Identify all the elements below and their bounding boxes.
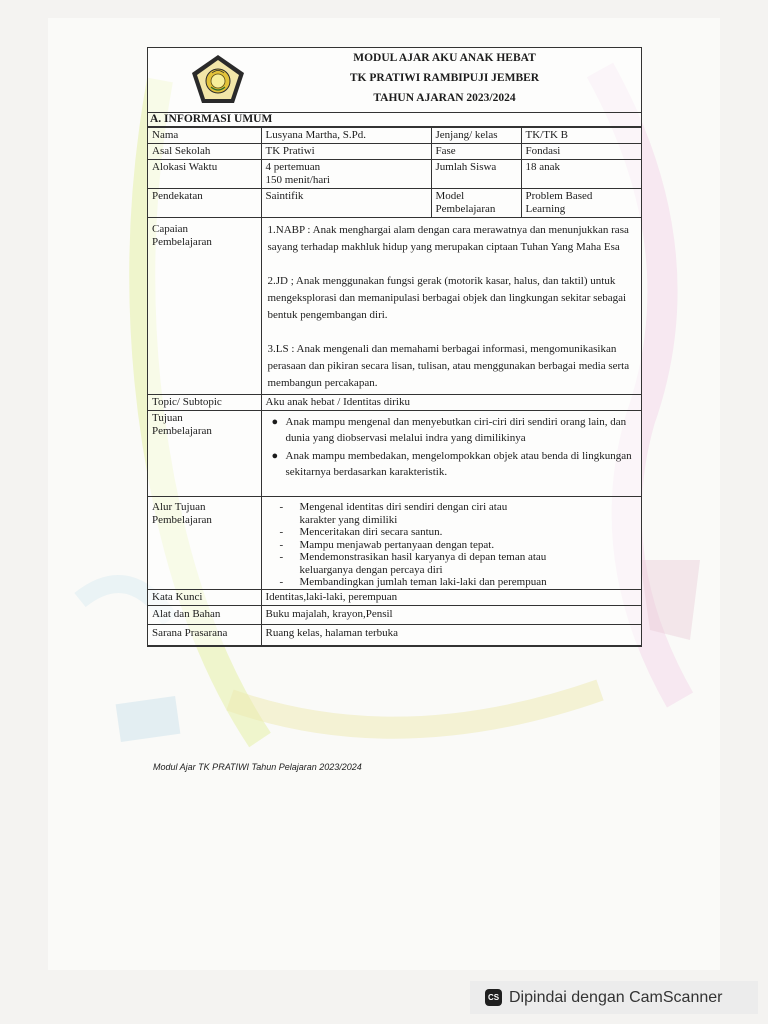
model-line-2: Pembelajaran bbox=[435, 203, 496, 215]
value-asal-sekolah: TK Pratiwi bbox=[261, 144, 431, 160]
list-item: ● Anak mampu membedakan, mengelompokkan objek atau benda di lingkungan sekitarnya berdasarkan karakteristik. bbox=[271, 450, 632, 478]
table-row bbox=[148, 589, 641, 605]
value-alokasi bbox=[261, 160, 431, 189]
header-line-1: MODUL AJAR AKU ANAK HEBAT bbox=[353, 52, 536, 64]
header-line-2: TK PRATIWI RAMBIPUJI JEMBER bbox=[349, 72, 540, 84]
model-value-line-2: Learning bbox=[525, 203, 566, 215]
tujuan-list bbox=[266, 414, 638, 480]
label-fase: Fase bbox=[431, 144, 521, 160]
value-topic: Aku anak hebat / Identitas diriku bbox=[261, 395, 641, 411]
value-jenjang: TK/TK B bbox=[521, 128, 641, 144]
label-nama: Nama bbox=[148, 128, 261, 144]
school-logo-icon bbox=[190, 53, 246, 105]
camscanner-watermark bbox=[470, 981, 758, 1014]
table-row bbox=[148, 128, 641, 144]
header-line-3: TAHUN AJARAN 2023/2024 bbox=[373, 92, 516, 104]
value-kata-kunci: Identitas,laki-laki, perempuan bbox=[261, 589, 641, 605]
value-sarana: Ruang kelas, halaman terbuka bbox=[261, 624, 641, 645]
value-fase: Fondasi bbox=[521, 144, 641, 160]
value-nama: Lusyana Martha, S.Pd. bbox=[261, 128, 431, 144]
label-topic: Topic/ Subtopic bbox=[148, 395, 261, 411]
value-jumlah-siswa: 18 anak bbox=[521, 160, 641, 189]
capaian-item: 2.JD ; Anak menggunakan fungsi gerak (motorik kasar, halus, dan taktil) untuk mengeksplorasi dan memanipulasi berbagai objek dan lingkungan sekitar sebagai bentuk pengembangan diri. bbox=[267, 275, 627, 321]
label-capaian bbox=[148, 218, 261, 395]
table-row bbox=[148, 605, 641, 624]
table-row bbox=[148, 395, 641, 411]
value-alur bbox=[261, 497, 641, 590]
value-capaian bbox=[261, 218, 641, 395]
table-row bbox=[148, 144, 641, 160]
list-item: - Mampu menjawab pertanyaan dengan tepat. bbox=[279, 538, 495, 551]
list-item: - Mengenal identitas diri sendiri dengan ciri atau karakter yang dimiliki bbox=[279, 501, 508, 526]
capaian-label-line-2: Pembelajaran bbox=[152, 236, 212, 248]
alokasi-line-1: 4 pertemuan bbox=[265, 161, 321, 173]
table-row bbox=[148, 218, 641, 395]
tujuan-label-line-2: Pembelajaran bbox=[152, 425, 212, 437]
document-header bbox=[148, 48, 641, 113]
alur-label-line-2: Pembelajaran bbox=[152, 514, 212, 526]
label-alur bbox=[148, 497, 261, 590]
header-title-block bbox=[258, 48, 631, 108]
dash-icon: - bbox=[279, 538, 284, 551]
capaian-item: 3.LS : Anak mengenali dan memahami berbagai informasi, mengomunikasikan perasaan dan pikiran secara lisan, tulisan, atau menggunakan berbagai media serta membangun percakapan. bbox=[267, 343, 630, 389]
bullet-icon: ● bbox=[271, 450, 279, 462]
bullet-icon: ● bbox=[271, 416, 279, 428]
dash-icon: - bbox=[279, 501, 284, 513]
camscanner-icon: CS bbox=[485, 989, 502, 1006]
info-table bbox=[148, 127, 641, 646]
label-model bbox=[431, 189, 521, 218]
label-sarana: Sarana Prasarana bbox=[148, 624, 261, 645]
table-row bbox=[148, 411, 641, 497]
value-alat-bahan: Buku majalah, krayon,Pensil bbox=[261, 605, 641, 624]
table-row bbox=[148, 160, 641, 189]
capaian-item: 1.NABP : Anak menghargai alam dengan cara merawatnya dan menunjukkan rasa sayang terhadap makhluk hidup yang merupakan ciptaan Tuhan Yang Maha Esa bbox=[267, 224, 629, 253]
value-model bbox=[521, 189, 641, 218]
watermark-text: Dipindai dengan CamScanner bbox=[509, 988, 723, 1006]
alur-list bbox=[266, 501, 638, 589]
table-row bbox=[148, 497, 641, 590]
model-line-1: Model bbox=[435, 190, 465, 202]
list-item: ● Anak mampu mengenal dan menyebutkan ciri-ciri diri sendiri orang lain, dan dunia yang diobservasi melalui indra yang dimilikinya bbox=[271, 416, 627, 444]
value-pendekatan: Saintifik bbox=[261, 189, 431, 218]
label-jenjang: Jenjang/ kelas bbox=[431, 128, 521, 144]
dash-icon: - bbox=[279, 551, 284, 563]
module-document bbox=[147, 47, 642, 647]
tujuan-label-line-1: Tujuan bbox=[152, 412, 183, 424]
list-item: - Membandingkan jumlah teman laki-laki dan perempuan bbox=[279, 576, 547, 588]
dash-icon: - bbox=[279, 526, 284, 538]
list-item: - Mendemonstrasikan hasil karyanya di depan teman atau keluarganya dengan percaya diri bbox=[279, 551, 547, 576]
dash-icon: - bbox=[279, 576, 284, 588]
label-alokasi: Alokasi Waktu bbox=[148, 160, 261, 189]
value-tujuan bbox=[261, 411, 641, 497]
label-alat-bahan: Alat dan Bahan bbox=[148, 605, 261, 624]
table-row bbox=[148, 624, 641, 645]
table-row bbox=[148, 189, 641, 218]
label-kata-kunci: Kata Kunci bbox=[148, 589, 261, 605]
alur-label-line-1: Alur Tujuan bbox=[152, 501, 206, 513]
label-tujuan bbox=[148, 411, 261, 497]
alokasi-line-2: 150 menit/hari bbox=[265, 174, 330, 186]
page-footer: Modul Ajar TK PRATIWI Tahun Pelajaran 2023/2024 bbox=[153, 762, 362, 772]
capaian-label-line-1: Capaian bbox=[152, 223, 189, 235]
model-value-line-1: Problem Based bbox=[525, 190, 593, 202]
section-title: A. INFORMASI UMUM bbox=[148, 113, 641, 127]
label-asal-sekolah: Asal Sekolah bbox=[148, 144, 261, 160]
list-item: - Menceritakan diri secara santun. bbox=[279, 526, 443, 538]
label-jumlah-siswa: Jumlah Siswa bbox=[431, 160, 521, 189]
label-pendekatan: Pendekatan bbox=[148, 189, 261, 218]
